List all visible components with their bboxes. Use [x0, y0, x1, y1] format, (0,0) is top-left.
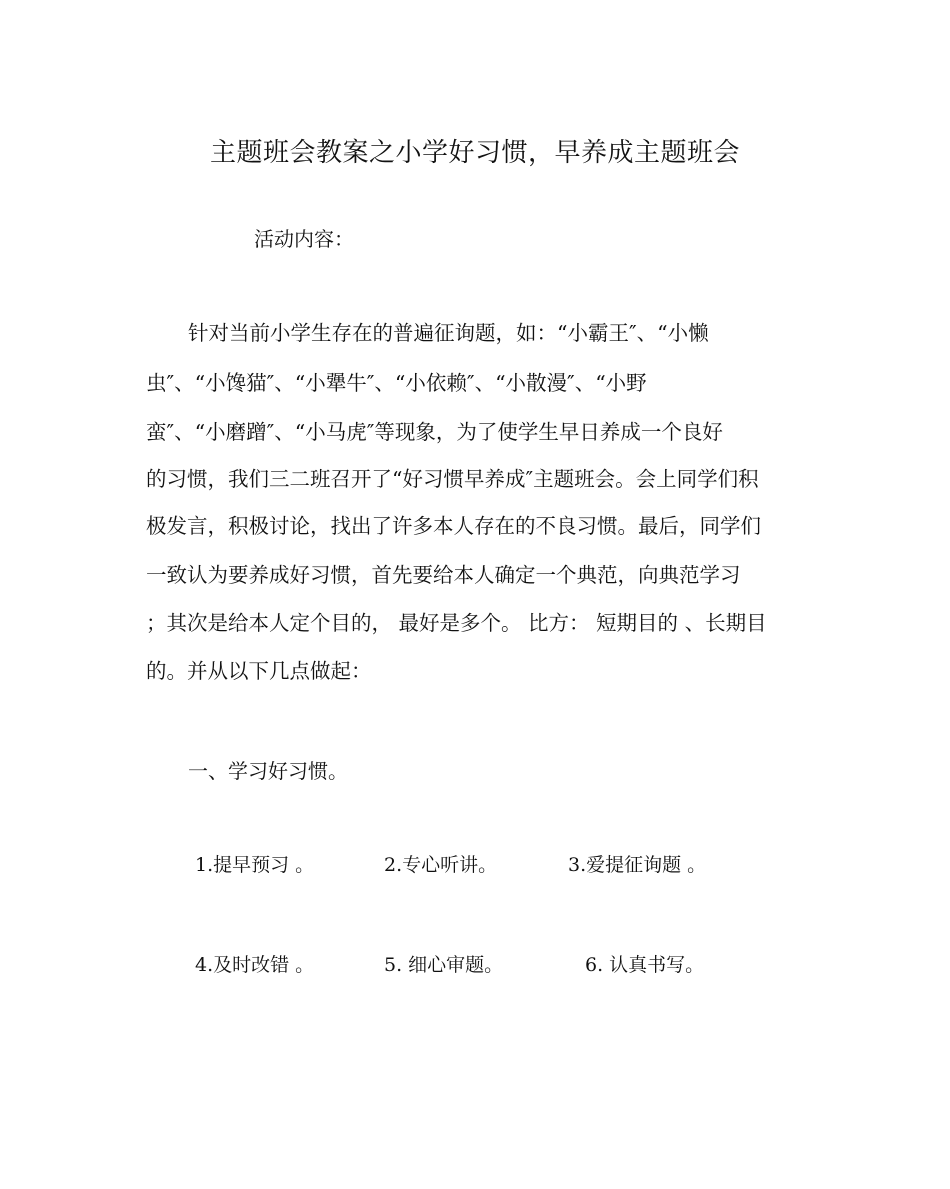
- paragraph-line: 蛮″、“小磨蹭″、“小马虎″等现象，为了使学生早日养成一个良好: [146, 420, 723, 444]
- habit-item: 6. 认真书写。: [585, 954, 705, 976]
- activity-content-heading: 活动内容：: [254, 227, 354, 251]
- paragraph-line: 针对当前小学生存在的普遍征询题，如：“小霸王″、“小懒: [188, 321, 709, 345]
- section-heading: 一、学习好习惯。: [188, 759, 348, 783]
- paragraph-line: 的习惯，我们三二班召开了“好习惯早养成″主题班会。会上同学们积: [146, 467, 759, 491]
- habit-item: 2.专心听讲。: [384, 854, 498, 876]
- habit-item: 1.提早预习 。: [195, 854, 315, 876]
- document-title: 主题班会教案之小学好习惯，早养成主题班会: [209, 138, 740, 168]
- habit-item: 5. 细心审题。: [384, 954, 504, 976]
- paragraph-line: 虫″、“小馋猫″、“小犟牛″、“小依赖″、“小散漫″、“小野: [146, 371, 647, 395]
- habit-item: 4.及时改错 。: [195, 954, 315, 976]
- paragraph-line: ；其次是给本人定个目的， 最好是多个。 比方： 短期目的 、长期目: [146, 611, 767, 635]
- paragraph-line: 极发言，积极讨论，找出了许多本人存在的不良习惯。最后，同学们: [146, 514, 761, 538]
- paragraph-line: 一致认为要养成好习惯，首先要给本人确定一个典范，向典范学习: [146, 563, 741, 587]
- habit-item: 3.爱提征询题 。: [568, 854, 707, 876]
- paragraph-line: 的。并从以下几点做起：: [146, 659, 372, 683]
